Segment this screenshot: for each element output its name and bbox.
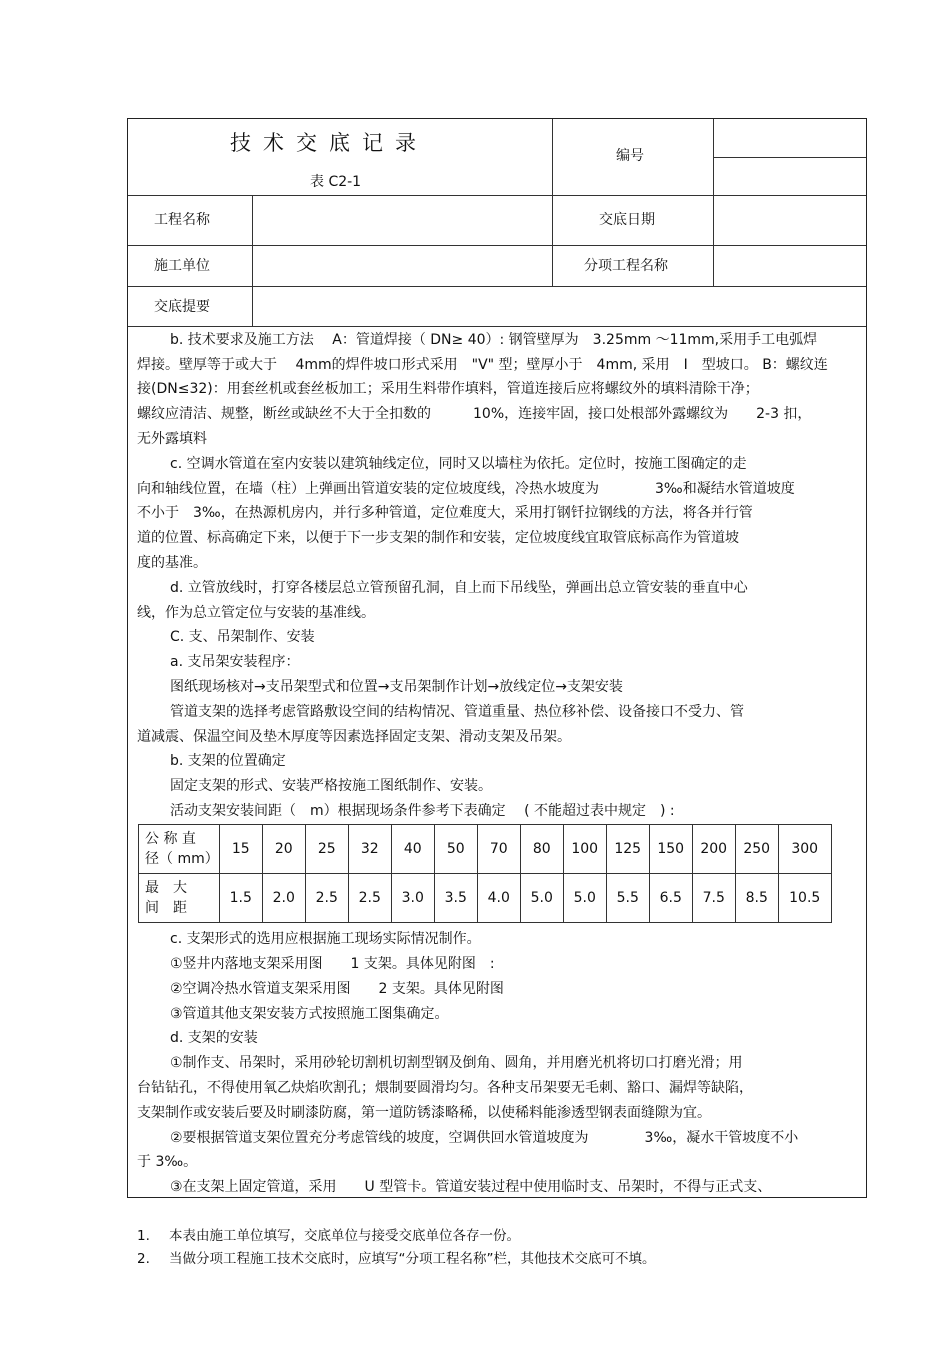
body-line: d. 立管放线时，打穿各楼层总立管预留孔洞，自上而下吊线坠，弹画出总立管安装的垂直中心 bbox=[170, 580, 748, 596]
diameter-cell: 200 bbox=[692, 825, 735, 874]
body-line: c. 支架形式的选用应根据施工现场实际情况制作。 bbox=[170, 931, 481, 947]
body-line: 活动支架安装间距（ m）根据现场条件参考下表确定 ( 不能超过表中规定 ) : bbox=[170, 803, 675, 819]
diameter-cell: 150 bbox=[649, 825, 692, 874]
body-line: a. 支吊架安装程序： bbox=[170, 654, 300, 670]
body-line: ③在支架上固定管道，采用 U 型管卡。管道安装过程中使用临时支、吊架时，不得与正式支、 bbox=[170, 1179, 772, 1195]
spacing-cell: 1.5 bbox=[219, 874, 262, 923]
grid-line bbox=[252, 195, 253, 326]
spacing-cell: 4.0 bbox=[477, 874, 520, 923]
diameter-cell: 40 bbox=[391, 825, 434, 874]
grid-line bbox=[128, 286, 866, 287]
footnote-number: 1. bbox=[137, 1228, 150, 1244]
grid-line bbox=[552, 119, 553, 286]
diameter-cell: 100 bbox=[563, 825, 606, 874]
date-label: 交底日期 bbox=[599, 212, 655, 228]
footnote bbox=[137, 1224, 520, 1244]
spacing-cell: 6.5 bbox=[649, 874, 692, 923]
body-line: ③管道其他支架安装方式按照施工图集确定。 bbox=[170, 1006, 449, 1022]
body-line: 于 3‰。 bbox=[137, 1154, 198, 1170]
body-line: 无外露填料 bbox=[137, 431, 207, 447]
footnote-number: 2. bbox=[137, 1251, 150, 1267]
spacing-cell: 2.5 bbox=[348, 874, 391, 923]
table-row bbox=[139, 874, 832, 923]
body-line: 固定支架的形式、安装严格按施工图纸制作、安装。 bbox=[170, 778, 492, 794]
spacing-cell: 2.5 bbox=[305, 874, 348, 923]
form-number: 表 C2-1 bbox=[310, 174, 362, 190]
construction-unit-label: 施工单位 bbox=[154, 258, 210, 274]
spacing-cell: 8.5 bbox=[735, 874, 778, 923]
spacing-cell: 7.5 bbox=[692, 874, 735, 923]
body-line: 道减震、保温空间及垫木厚度等因素选择固定支架、滑动支架及吊架。 bbox=[137, 729, 571, 745]
body-line: C. 支、吊架制作、安装 bbox=[170, 629, 315, 645]
support-spacing-table bbox=[138, 824, 832, 923]
grid-line bbox=[128, 195, 866, 196]
grid-line bbox=[713, 119, 714, 286]
spacing-cell: 2.0 bbox=[262, 874, 305, 923]
body-line: d. 支架的安装 bbox=[170, 1030, 258, 1046]
summary-label: 交底提要 bbox=[154, 299, 210, 315]
body-line: 不小于 3‰，在热源机房内，并行多种管道，定位难度大，采用打钢钎拉钢线的方法，将各并行管 bbox=[137, 505, 753, 521]
footnote-text: 当做分项工程施工技术交底时，应填写“分项工程名称”栏，其他技术交底可不填。 bbox=[169, 1251, 656, 1267]
body-line: 螺纹应清洁、规整，断丝或缺丝不大于全扣数的 10%，连接牢固，接口处根部外露螺纹为 2-3 扣， bbox=[137, 406, 812, 422]
spacing-cell: 10.5 bbox=[778, 874, 831, 923]
body-line: 焊接。壁厚等于或大于 4mm的焊件坡口形式采用 "V" 型；壁厚小于 4mm, 采用 I 型坡口。 B：螺纹连 bbox=[137, 357, 828, 373]
diameter-cell: 300 bbox=[778, 825, 831, 874]
spacing-cell: 5.5 bbox=[606, 874, 649, 923]
body-line: 支架制作或安装后要及时刷漆防腐，第一道防锈漆略稀，以使稀料能渗透型钢表面缝隙为宜。 bbox=[137, 1105, 711, 1121]
footnote bbox=[137, 1247, 656, 1267]
project-name-label: 工程名称 bbox=[154, 212, 210, 228]
spacing-cell: 3.0 bbox=[391, 874, 434, 923]
max-spacing-label: 最 大 间 距 bbox=[139, 874, 220, 923]
diameter-cell: 80 bbox=[520, 825, 563, 874]
table-row bbox=[139, 825, 832, 874]
grid-line bbox=[713, 157, 866, 158]
grid-line bbox=[128, 245, 866, 246]
body-line: b. 技术要求及施工方法 A：管道焊接（ DN≥ 40）: 钢管壁厚为 3.25mm ～11mm,采用手工电弧焊 bbox=[170, 332, 818, 348]
grid-line bbox=[128, 326, 866, 327]
diameter-cell: 25 bbox=[305, 825, 348, 874]
serial-label: 编号 bbox=[616, 148, 644, 164]
diameter-cell: 125 bbox=[606, 825, 649, 874]
body-line: ①制作支、吊架时，采用砂轮切割机切割型钢及倒角、圆角，并用磨光机将切口打磨光滑；用 bbox=[170, 1055, 743, 1071]
body-line: 向和轴线位置，在墙（柱）上弹画出管道安装的定位坡度线，冷热水坡度为 3‰和凝结水管道坡度 bbox=[137, 481, 795, 497]
body-line: 台钻钻孔，不得使用氧乙炔焰吹割孔；煨制要圆滑均匀。各种支吊架要无毛刺、豁口、漏焊等缺陷， bbox=[137, 1080, 753, 1096]
disclosure-form bbox=[127, 118, 867, 1198]
diameter-cell: 20 bbox=[262, 825, 305, 874]
spacing-cell: 5.0 bbox=[563, 874, 606, 923]
sub-project-label: 分项工程名称 bbox=[584, 258, 668, 274]
footnote-text: 本表由施工单位填写，交底单位与接受交底单位各存一份。 bbox=[169, 1228, 520, 1244]
body-line: ②空调冷热水管道支架采用图 2 支架。具体见附图 bbox=[170, 981, 504, 997]
body-line: ②要根据管道支架位置充分考虑管线的坡度，空调供回水管道坡度为 3‰，凝水干管坡度不小 bbox=[170, 1130, 799, 1146]
body-line: 管道支架的选择考虑管路敷设空间的结构情况、管道重量、热位移补偿、设备接口不受力、管 bbox=[170, 704, 744, 720]
diameter-cell: 15 bbox=[219, 825, 262, 874]
body-line: 道的位置、标高确定下来，以便于下一步支架的制作和安装，定位坡度线宜取管底标高作为管道坡 bbox=[137, 530, 739, 546]
body-line: b. 支架的位置确定 bbox=[170, 753, 286, 769]
spacing-cell: 5.0 bbox=[520, 874, 563, 923]
body-line: 接(DN≤32)：用套丝机或套丝板加工；采用生料带作填料，管道连接后应将螺纹外的填料清除干净； bbox=[137, 381, 759, 397]
body-line: 图纸现场核对→支吊架型式和位置→支吊架制作计划→放线定位→支架安装 bbox=[170, 679, 623, 695]
nominal-diameter-label: 公 称 直 径（ mm） bbox=[139, 825, 220, 874]
body-line: 度的基准。 bbox=[137, 555, 207, 571]
body-line: 线，作为总立管定位与安装的基准线。 bbox=[137, 605, 375, 621]
diameter-cell: 32 bbox=[348, 825, 391, 874]
body-line: ①竖井内落地支架采用图 1 支架。具体见附图 : bbox=[170, 956, 495, 972]
form-title: 技术交底记录 bbox=[230, 131, 428, 155]
spacing-cell: 3.5 bbox=[434, 874, 477, 923]
diameter-cell: 70 bbox=[477, 825, 520, 874]
diameter-cell: 50 bbox=[434, 825, 477, 874]
body-line: c. 空调水管道在室内安装以建筑轴线定位，同时又以墙柱为依托。定位时，按施工图确定的走 bbox=[170, 456, 747, 472]
diameter-cell: 250 bbox=[735, 825, 778, 874]
